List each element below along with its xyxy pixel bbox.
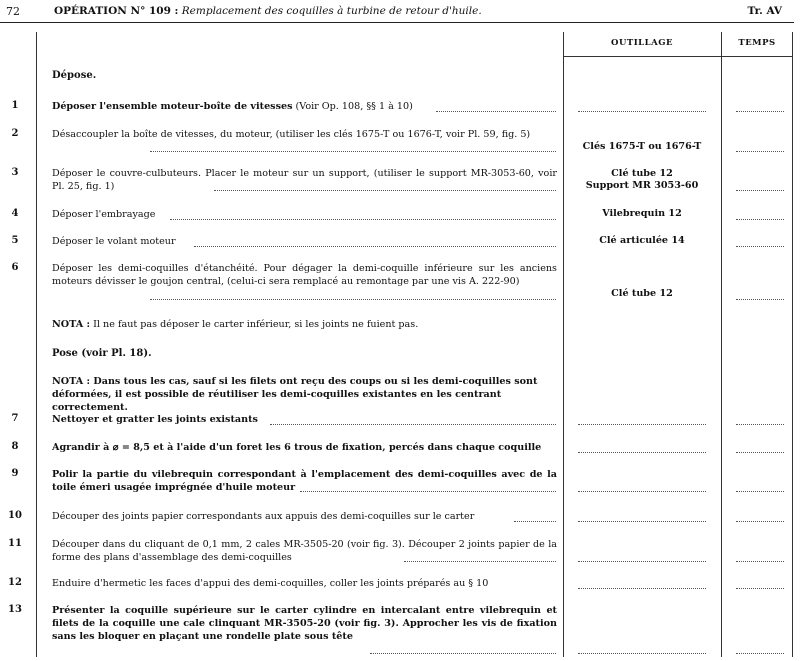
leader-dots: [300, 491, 556, 492]
tool-dots: [578, 452, 706, 453]
step-text: Déposer le volant moteur: [52, 236, 176, 247]
time-dots: [736, 521, 784, 522]
tool-dots: [578, 424, 706, 425]
step-lead: Déposer l'ensemble moteur-boîte de vitesses: [52, 101, 293, 112]
header-rule: [0, 22, 794, 23]
temps-column-divider: [721, 32, 722, 657]
right-border: [792, 32, 793, 657]
tool-label: Clé tube 12: [611, 288, 673, 299]
time-dots: [736, 452, 784, 453]
leader-dots: [514, 521, 556, 522]
nota-box: [52, 375, 562, 414]
step-number: 12: [8, 577, 22, 588]
time-dots: [736, 588, 784, 589]
time-dots: [736, 190, 784, 191]
tool-label: Clé tube 12: [611, 168, 673, 179]
nota-label: NOTA :: [52, 319, 91, 330]
tool-label: Vilebrequin 12: [602, 208, 682, 219]
leader-dots: [170, 219, 556, 220]
step-number: 9: [11, 468, 19, 479]
step-text: Agrandir à ⌀ = 8,5 et à l'aide d'un foret les 6 trous de fixation, percés dans chaque coquille: [52, 442, 542, 453]
step-number: 11: [8, 538, 22, 549]
time-dots: [736, 653, 784, 654]
step-text: Polir la partie du vilebrequin correspondant à l'emplacement des demi-coquilles avec de la toile émeri usagée imprégnée d'huile moteur: [52, 469, 557, 493]
step-body: (Voir Op. 108, §§ 1 à 10): [292, 101, 413, 112]
step-number: 2: [11, 128, 19, 139]
leader-dots: [214, 190, 556, 191]
time-dots: [736, 111, 784, 112]
tool-dots: [578, 588, 706, 589]
time-dots: [736, 151, 784, 152]
time-dots: [736, 491, 784, 492]
section-title-pose: Pose (voir Pl. 18).: [52, 348, 152, 359]
step-number: 4: [11, 208, 19, 219]
tool-label: Clés 1675-T ou 1676-T: [582, 141, 702, 152]
step-text: Enduire d'hermetic les faces d'appui des demi-coquilles, coller les joints préparés au § 10: [52, 578, 489, 589]
tool-dots: [578, 653, 706, 654]
time-dots: [736, 424, 784, 425]
step-number: 3: [11, 167, 19, 178]
step-number: 8: [11, 441, 19, 452]
column-header-outillage: OUTILLAGE: [611, 38, 673, 48]
page-title: [54, 5, 482, 17]
column-header-temps: TEMPS: [738, 38, 776, 48]
tool-label-secondary: Support MR 3053-60: [585, 180, 699, 191]
step-text: Déposer le couvre-culbuteurs. Placer le moteur sur un support, (utiliser le support MR-3053-60, voir Pl. 25, fig. 1): [52, 168, 557, 192]
nota-label: NOTA :: [52, 376, 91, 387]
leader-dots: [150, 299, 556, 300]
tool-dots: [578, 561, 706, 562]
section-title-depose: Dépose.: [52, 70, 97, 81]
outillage-column-divider: [563, 32, 564, 657]
left-border: [36, 32, 37, 657]
step-number: 5: [11, 235, 19, 246]
leader-dots: [150, 151, 556, 152]
step-number: 7: [11, 413, 19, 424]
section-code: Tr. AV: [747, 5, 782, 17]
step-text: Déposer les demi-coquilles d'étanchéité. Pour dégager la demi-coquille inférieure sur les anciens moteurs dévisser le goujon central, (celui-ci sera remplacé au remontage par une vis A. 222-90): [52, 263, 557, 287]
tool-dots: [578, 111, 706, 112]
leader-dots: [194, 246, 556, 247]
nota-box: [52, 318, 562, 331]
step-text: Découper dans du cliquant de 0,1 mm, 2 cales MR-3505-20 (voir fig. 3). Découper 2 joints papier de la forme des plans d'assemblage des demi-coquilles: [52, 539, 557, 563]
nota-text: Dans tous les cas, sauf si les filets ont reçu des coups ou si les demi-coquilles sont déformées, il est possible de réutiliser les demi-coquilles existantes en les centrant correctement.: [52, 376, 538, 413]
step-number: 13: [8, 604, 22, 615]
step-number: 10: [8, 510, 22, 521]
nota-text: Il ne faut pas déposer le carter inférieur, si les joints ne fuient pas.: [90, 319, 419, 330]
step-number: 1: [11, 100, 19, 111]
column-header-rule: [563, 56, 793, 57]
leader-dots: [404, 561, 556, 562]
operation-subtitle: Remplacement des coquilles à turbine de retour d'huile.: [181, 5, 482, 17]
page-number: 72: [6, 5, 20, 18]
leader-dots: [370, 653, 556, 654]
step-text: Désaccoupler la boîte de vitesses, du moteur, (utiliser les clés 1675-T ou 1676-T, voir Pl. 59, fig. 5): [52, 129, 531, 140]
time-dots: [736, 219, 784, 220]
step-text: Nettoyer et gratter les joints existants: [52, 414, 258, 425]
tool-dots: [578, 521, 706, 522]
tool-dots: [578, 491, 706, 492]
step-number: 6: [11, 262, 19, 273]
time-dots: [736, 299, 784, 300]
time-dots: [736, 561, 784, 562]
leader-dots: [270, 424, 556, 425]
step-text: Découper des joints papier correspondants aux appuis des demi-coquilles sur le carter: [52, 511, 475, 522]
tool-label: Clé articulée 14: [599, 235, 685, 246]
operation-number: OPÉRATION N° 109 :: [54, 5, 179, 17]
time-dots: [736, 246, 784, 247]
step-text: Présenter la coquille supérieure sur le carter cylindre en intercalant entre vilebrequin et filets de la coquille une cale clinquant MR-3505-20 (voir fig. 3). Approcher les vis de fixation sans les bloquer en plaçant une rondelle plate sous tête: [52, 605, 557, 642]
leader-dots: [436, 111, 556, 112]
step-text: Déposer l'embrayage: [52, 209, 156, 220]
